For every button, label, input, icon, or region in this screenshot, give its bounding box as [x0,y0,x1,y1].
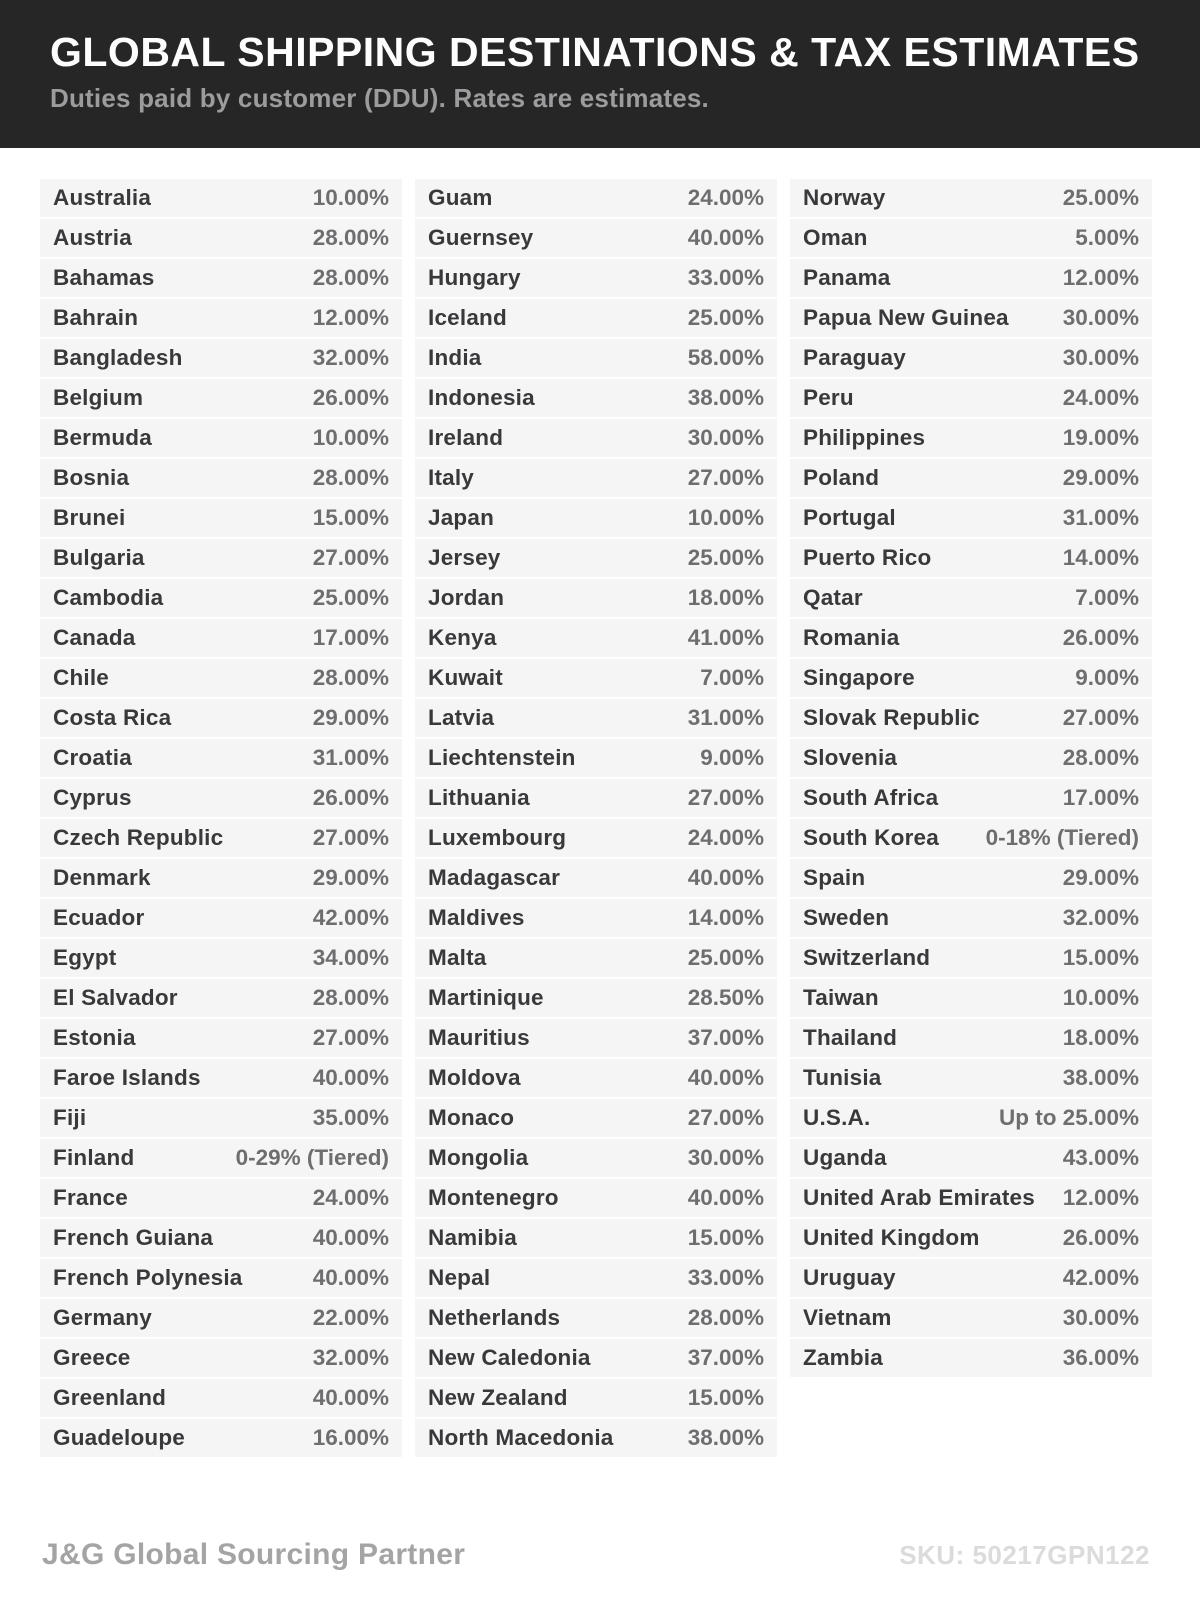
country-name: Kuwait [428,665,503,690]
tax-rate: 29.00% [1062,465,1139,490]
country-name: Costa Rica [53,705,172,730]
country-row [790,339,1152,377]
country-name: Papua New Guinea [803,305,1009,330]
tax-rate: 19.00% [1062,425,1139,450]
country-row [415,1099,777,1137]
country-name: Guernsey [428,225,534,250]
tax-rate: 17.00% [1062,785,1139,810]
tax-rate: 24.00% [687,825,764,850]
country-name: Moldova [428,1065,521,1090]
tax-rate: 32.00% [1062,905,1139,930]
country-name: Ireland [428,425,504,450]
tax-rate: 25.00% [312,585,389,610]
country-row [790,219,1152,257]
country-name: El Salvador [53,985,178,1010]
country-name: Brunei [53,505,126,530]
country-name: Fiji [53,1105,87,1130]
tax-rate: Up to 25.00% [998,1105,1139,1130]
country-name: Oman [803,225,868,250]
tax-rate: 31.00% [687,705,764,730]
tax-rate: 30.00% [687,425,764,450]
country-name: France [53,1185,128,1210]
country-row [415,339,777,377]
tax-rate: 42.00% [1062,1265,1139,1290]
tax-rate: 36.00% [1062,1345,1139,1370]
tax-rate: 25.00% [687,305,764,330]
country-row [40,779,402,817]
country-row [40,379,402,417]
country-row [415,419,777,457]
country-name: United Arab Emirates [803,1185,1035,1210]
country-row [40,1259,402,1297]
country-row [415,1019,777,1057]
tax-rate: 28.00% [312,985,389,1010]
tax-rate: 15.00% [1062,945,1139,970]
country-row [790,939,1152,977]
country-row [40,819,402,857]
country-row [790,739,1152,777]
tax-rate: 27.00% [687,465,764,490]
tax-rate: 7.00% [1075,585,1139,610]
tax-rate: 0-18% (Tiered) [985,825,1139,850]
country-name: Latvia [428,705,495,730]
country-name: Madagascar [428,865,561,890]
country-row [415,1259,777,1297]
country-name: United Kingdom [803,1225,980,1250]
sku-label: SKU: 50217GPN122 [899,1540,1150,1570]
country-row [415,979,777,1017]
country-name: Iceland [428,305,507,330]
tax-rate: 27.00% [687,785,764,810]
country-row [40,1019,402,1057]
country-row [40,539,402,577]
country-row [790,859,1152,897]
country-row [415,1179,777,1217]
table-column-2 [415,179,777,1459]
footer [42,1538,1150,1572]
country-row [790,819,1152,857]
tax-rate: 38.00% [687,385,764,410]
country-row [40,899,402,937]
country-name: North Macedonia [428,1425,614,1450]
tax-rate: 0-29% (Tiered) [235,1145,389,1170]
country-name: Nepal [428,1265,491,1290]
country-name: Malta [428,945,487,970]
country-row [415,1419,777,1457]
country-row [415,299,777,337]
country-row [790,499,1152,537]
country-row [415,219,777,257]
country-name: Mauritius [428,1025,530,1050]
country-row [40,179,402,217]
country-name: Germany [53,1305,152,1330]
country-name: New Caledonia [428,1345,591,1370]
country-row [40,419,402,457]
country-name: Jordan [428,585,505,610]
country-row [40,1339,402,1377]
country-name: Mongolia [428,1145,529,1170]
tax-rate: 26.00% [1062,1225,1139,1250]
country-row [40,1059,402,1097]
tax-rate: 27.00% [312,545,389,570]
country-row [415,459,777,497]
country-name: Bermuda [53,425,152,450]
table-column-1 [40,179,402,1459]
tax-rate-table [0,179,1200,1459]
country-row [790,379,1152,417]
tax-rate: 29.00% [312,705,389,730]
country-row [415,179,777,217]
country-name: Greece [53,1345,131,1370]
country-name: India [428,345,482,370]
tax-rate: 29.00% [312,865,389,890]
country-name: French Guiana [53,1225,214,1250]
tax-rate: 25.00% [687,545,764,570]
tax-rate: 58.00% [687,345,764,370]
country-row [40,1099,402,1137]
country-name: Finland [53,1145,135,1170]
country-name: Croatia [53,745,132,770]
country-name: Vietnam [803,1305,892,1330]
tax-rate: 16.00% [312,1425,389,1450]
country-row [40,499,402,537]
tax-rate: 26.00% [312,785,389,810]
country-row [790,1299,1152,1337]
brand-text: J&G Global Sourcing Partner [42,1538,466,1571]
country-row [415,1219,777,1257]
tax-rate: 28.00% [312,225,389,250]
country-row [40,619,402,657]
country-row [415,699,777,737]
country-name: Italy [428,465,475,490]
tax-rate: 35.00% [312,1105,389,1130]
country-name: Namibia [428,1225,517,1250]
country-name: Denmark [53,865,151,890]
country-row [415,779,777,817]
tax-rate: 34.00% [312,945,389,970]
country-name: Jersey [428,545,501,570]
country-row [40,1179,402,1217]
country-name: Maldives [428,905,525,930]
country-name: Uganda [803,1145,887,1170]
country-name: Philippines [803,425,926,450]
country-name: Greenland [53,1385,167,1410]
country-row [790,1179,1152,1217]
country-name: Austria [53,225,132,250]
country-row [790,1099,1152,1137]
country-name: Bangladesh [53,345,183,370]
tax-rate: 33.00% [687,1265,764,1290]
tax-rate: 14.00% [1062,545,1139,570]
country-row [415,379,777,417]
tax-rate: 38.00% [687,1425,764,1450]
country-name: Zambia [803,1345,883,1370]
country-name: Sweden [803,905,890,930]
country-name: Tunisia [803,1065,882,1090]
country-name: Guam [428,185,493,210]
country-name: Montenegro [428,1185,559,1210]
tax-rate: 29.00% [1062,865,1139,890]
country-row [415,1339,777,1377]
tax-rate: 12.00% [312,305,389,330]
country-row [40,1139,402,1177]
tax-rate: 30.00% [1062,345,1139,370]
tax-rate: 40.00% [687,1185,764,1210]
tax-rate: 15.00% [312,505,389,530]
tax-rate: 15.00% [687,1385,764,1410]
country-row [415,619,777,657]
country-name: Martinique [428,985,544,1010]
country-row [790,459,1152,497]
country-name: Liechtenstein [428,745,576,770]
tax-rate: 37.00% [687,1345,764,1370]
country-row [40,1379,402,1417]
country-name: Cambodia [53,585,164,610]
country-row [40,979,402,1017]
tax-rate: 17.00% [312,625,389,650]
country-row [790,899,1152,937]
tax-rate: 24.00% [687,185,764,210]
tax-rate: 24.00% [312,1185,389,1210]
tax-rate: 28.00% [312,265,389,290]
country-name: Panama [803,265,891,290]
tax-rate: 32.00% [312,345,389,370]
country-name: Estonia [53,1025,136,1050]
country-name: South Korea [803,825,939,850]
tax-rate: 27.00% [687,1105,764,1130]
country-name: Hungary [428,265,521,290]
country-name: Belgium [53,385,144,410]
country-name: Australia [53,185,152,210]
country-name: Lithuania [428,785,530,810]
tax-rate: 31.00% [1062,505,1139,530]
country-row [40,739,402,777]
tax-rate: 25.00% [687,945,764,970]
country-name: South Africa [803,785,939,810]
country-name: Bahamas [53,265,155,290]
tax-rate: 12.00% [1062,265,1139,290]
country-name: Kenya [428,625,497,650]
country-name: Cyprus [53,785,132,810]
tax-rate: 28.50% [687,985,764,1010]
country-name: Bulgaria [53,545,145,570]
tax-rate: 15.00% [687,1225,764,1250]
country-row [40,579,402,617]
country-row [40,339,402,377]
tax-rate: 10.00% [1062,985,1139,1010]
country-row [40,939,402,977]
country-row [415,1059,777,1097]
tax-rate: 5.00% [1075,225,1139,250]
country-name: Qatar [803,585,863,610]
tax-rate: 9.00% [700,745,764,770]
country-row [415,899,777,937]
country-row [40,859,402,897]
country-name: Peru [803,385,854,410]
country-row [790,699,1152,737]
tax-rate: 42.00% [312,905,389,930]
country-name: Chile [53,665,110,690]
country-row [790,1259,1152,1297]
tax-rate: 38.00% [1062,1065,1139,1090]
tax-rate: 40.00% [312,1385,389,1410]
country-name: Slovak Republic [803,705,980,730]
country-row [790,979,1152,1017]
country-row [415,579,777,617]
country-name: Slovenia [803,745,898,770]
tax-rate: 40.00% [687,1065,764,1090]
country-name: Monaco [428,1105,515,1130]
country-row [415,1299,777,1337]
country-row [790,179,1152,217]
tax-rate: 10.00% [312,425,389,450]
country-row [40,219,402,257]
country-name: Czech Republic [53,825,224,850]
country-name: Faroe Islands [53,1065,201,1090]
country-row [790,259,1152,297]
tax-rate: 30.00% [1062,305,1139,330]
country-name: Norway [803,185,886,210]
header-banner [0,0,1200,148]
country-row [415,659,777,697]
tax-rate: 31.00% [312,745,389,770]
country-row [790,659,1152,697]
country-row [790,1139,1152,1177]
country-row [40,299,402,337]
country-row [415,1139,777,1177]
country-row [40,1219,402,1257]
country-name: Egypt [53,945,117,970]
country-name: Ecuador [53,905,145,930]
tax-rate: 28.00% [1062,745,1139,770]
tax-rate: 41.00% [687,625,764,650]
country-name: Taiwan [803,985,879,1010]
country-row [790,619,1152,657]
country-row [40,1419,402,1457]
country-row [40,459,402,497]
country-row [790,779,1152,817]
country-row [790,579,1152,617]
country-name: French Polynesia [53,1265,243,1290]
country-name: Luxembourg [428,825,567,850]
country-name: Bosnia [53,465,130,490]
country-name: Switzerland [803,945,931,970]
tax-rate: 30.00% [687,1145,764,1170]
country-name: Indonesia [428,385,535,410]
country-name: New Zealand [428,1385,568,1410]
country-row [40,699,402,737]
tax-rate: 27.00% [1062,705,1139,730]
tax-rate: 33.00% [687,265,764,290]
country-row [40,259,402,297]
tax-rate: 12.00% [1062,1185,1139,1210]
tax-rate: 18.00% [1062,1025,1139,1050]
tax-rate: 40.00% [312,1065,389,1090]
table-column-3 [790,179,1152,1459]
country-name: Portugal [803,505,896,530]
tax-rate: 26.00% [312,385,389,410]
country-row [415,739,777,777]
country-name: Spain [803,865,866,890]
tax-rate: 30.00% [1062,1305,1139,1330]
tax-rate: 10.00% [312,185,389,210]
country-name: Poland [803,465,880,490]
country-name: Singapore [803,665,915,690]
tax-rate: 37.00% [687,1025,764,1050]
country-row [790,1059,1152,1097]
country-row [790,1339,1152,1377]
country-name: Guadeloupe [53,1425,186,1450]
country-row [790,299,1152,337]
country-row [415,859,777,897]
country-name: Uruguay [803,1265,896,1290]
tax-rate: 40.00% [312,1265,389,1290]
country-row [790,1219,1152,1257]
country-row [790,1019,1152,1057]
country-name: Paraguay [803,345,906,370]
tax-rate: 43.00% [1062,1145,1139,1170]
country-row [790,539,1152,577]
tax-rate: 22.00% [312,1305,389,1330]
tax-rate: 40.00% [687,225,764,250]
tax-rate: 10.00% [687,505,764,530]
tax-rate: 40.00% [312,1225,389,1250]
tax-rate: 27.00% [312,1025,389,1050]
country-name: Bahrain [53,305,139,330]
country-row [415,539,777,577]
country-name: Netherlands [428,1305,561,1330]
tax-rate: 26.00% [1062,625,1139,650]
tax-rate: 28.00% [312,465,389,490]
tax-rate: 28.00% [687,1305,764,1330]
tax-rate: 7.00% [700,665,764,690]
country-name: Puerto Rico [803,545,932,570]
tax-rate: 24.00% [1062,385,1139,410]
country-name: U.S.A. [803,1105,871,1130]
country-row [40,1299,402,1337]
page-subtitle: Duties paid by customer (DDU). Rates are estimates. [50,83,709,114]
country-row [40,659,402,697]
country-row [415,819,777,857]
tax-rate: 27.00% [312,825,389,850]
country-row [415,1379,777,1417]
tax-rate: 28.00% [312,665,389,690]
tax-rate: 9.00% [1075,665,1139,690]
country-row [415,259,777,297]
tax-rate: 40.00% [687,865,764,890]
country-row [415,939,777,977]
country-name: Japan [428,505,495,530]
country-row [790,419,1152,457]
tax-rate: 25.00% [1062,185,1139,210]
tax-rate: 18.00% [687,585,764,610]
country-row [415,499,777,537]
country-name: Thailand [803,1025,898,1050]
tax-rate: 14.00% [687,905,764,930]
tax-rate: 32.00% [312,1345,389,1370]
country-name: Romania [803,625,900,650]
country-name: Canada [53,625,136,650]
page-title: GLOBAL SHIPPING DESTINATIONS & TAX ESTIMATES [50,29,1140,75]
